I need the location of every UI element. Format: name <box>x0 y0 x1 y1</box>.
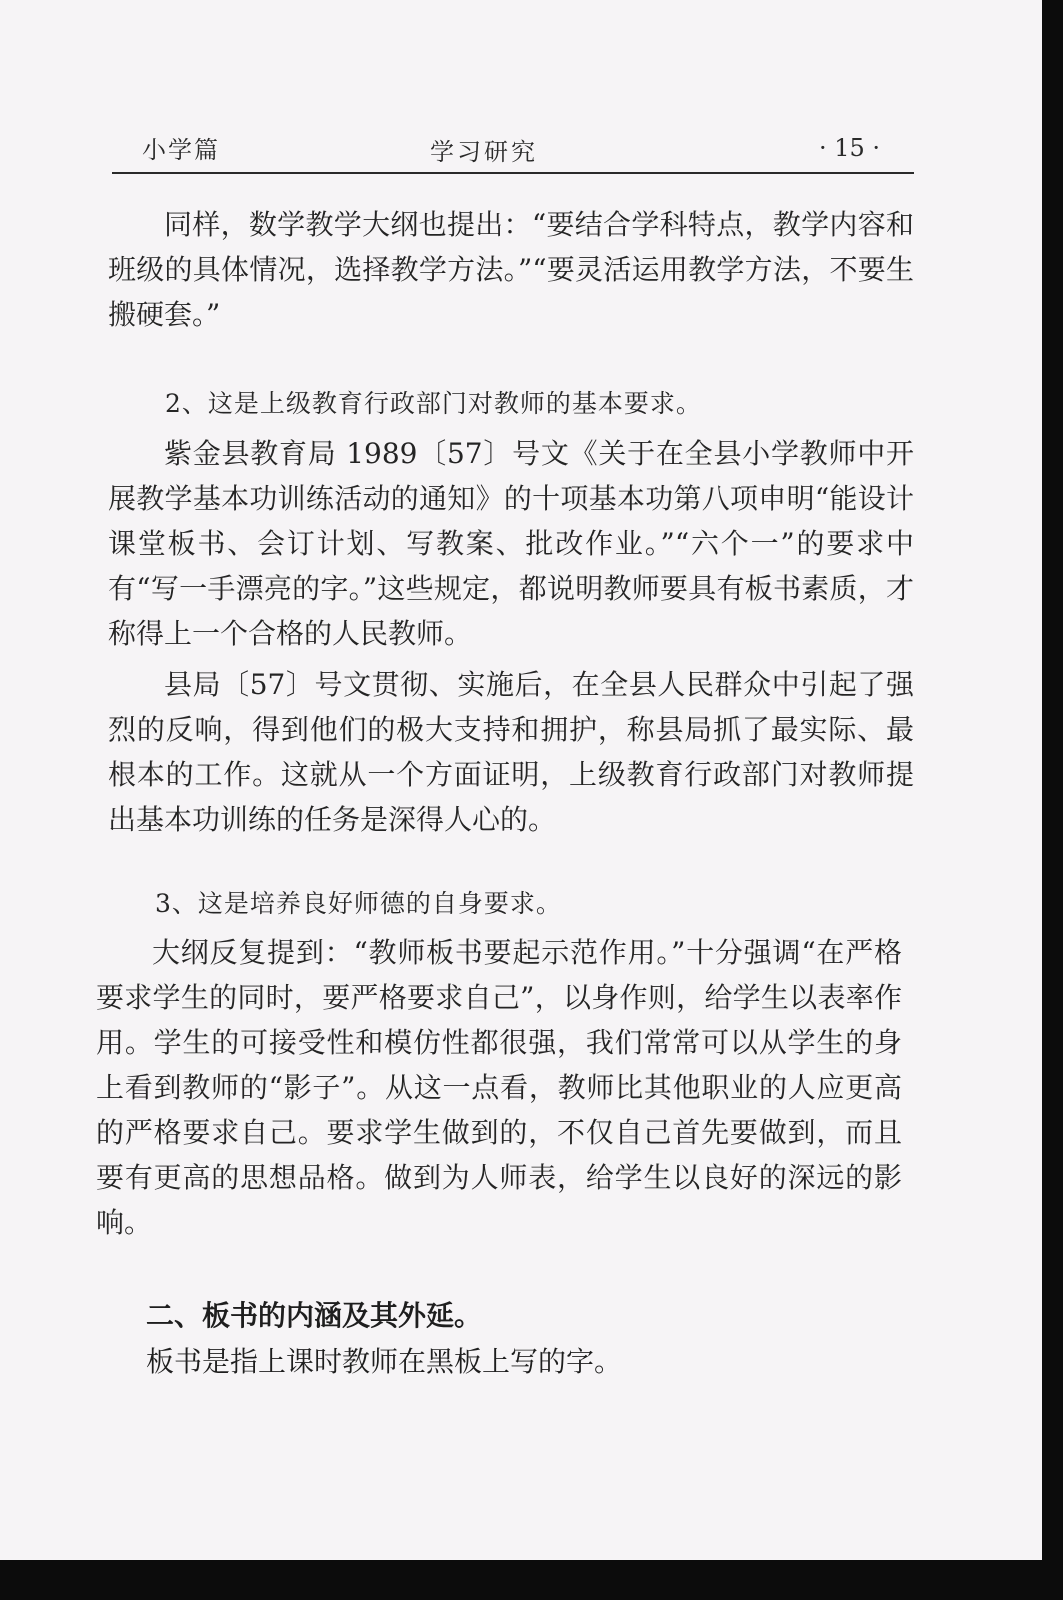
header-title: 学习研究 <box>430 138 538 166</box>
page-header <box>112 128 914 174</box>
point-2-heading: 2、这是上级教育行政部门对教师的基本要求。 <box>165 389 702 418</box>
point-3-heading: 3、这是培养良好师德的自身要求。 <box>155 889 562 918</box>
paragraph-math-syllabus: 同样，数学教学大纲也提出：“要结合学科特点，教学内容和班级的具体情况，选择教学方法。”“要灵活运用教学方法，不要生搬硬套。” <box>108 208 914 331</box>
paragraph-county-response: 县局〔57〕号文贯彻、实施后，在全县人民群众中引起了强烈的反响，得到他们的极大支持和拥护，称县局抓了最实际、最根本的工作。这就从一个方面证明，上级教育行政部门对教师提出基本功训练的任务是深得人心的。 <box>108 668 914 836</box>
page-number: · 15 · <box>818 134 880 162</box>
paragraph-county-notice: 紫金县教育局 1989〔57〕号文《关于在全县小学教师中开展教学基本功训练活动的通知》的十项基本功第八项申明“能设计课堂板书、会订计划、写教案、批改作业。”“六个一”的要求中有“写一手漂亮的字。”这些规定，都说明教师要具有板书素质，才称得上一个合格的人民教师。 <box>108 437 914 650</box>
section-definition: 板书是指上课时教师在黑板上写的字。 <box>146 1345 623 1378</box>
header-section-name: 小学篇 <box>142 136 220 164</box>
paragraph-teacher-ethics: 大纲反复提到：“教师板书要起示范作用。”十分强调“在严格要求学生的同时，要严格要求自己”，以身作则，给学生以表率作用。学生的可接受性和模仿性都很强，我们常常可以从学生的身上看到教师的“影子”。从这一点看，教师比其他职业的人应更高的严格要求自己。要求学生做到的，不仅自己首先要做到，而且要有更高的思想品格。做到为人师表，给学生以良好的深远的影响。 <box>96 936 902 1239</box>
section-heading: 二、板书的内涵及其外延。 <box>146 1299 483 1332</box>
